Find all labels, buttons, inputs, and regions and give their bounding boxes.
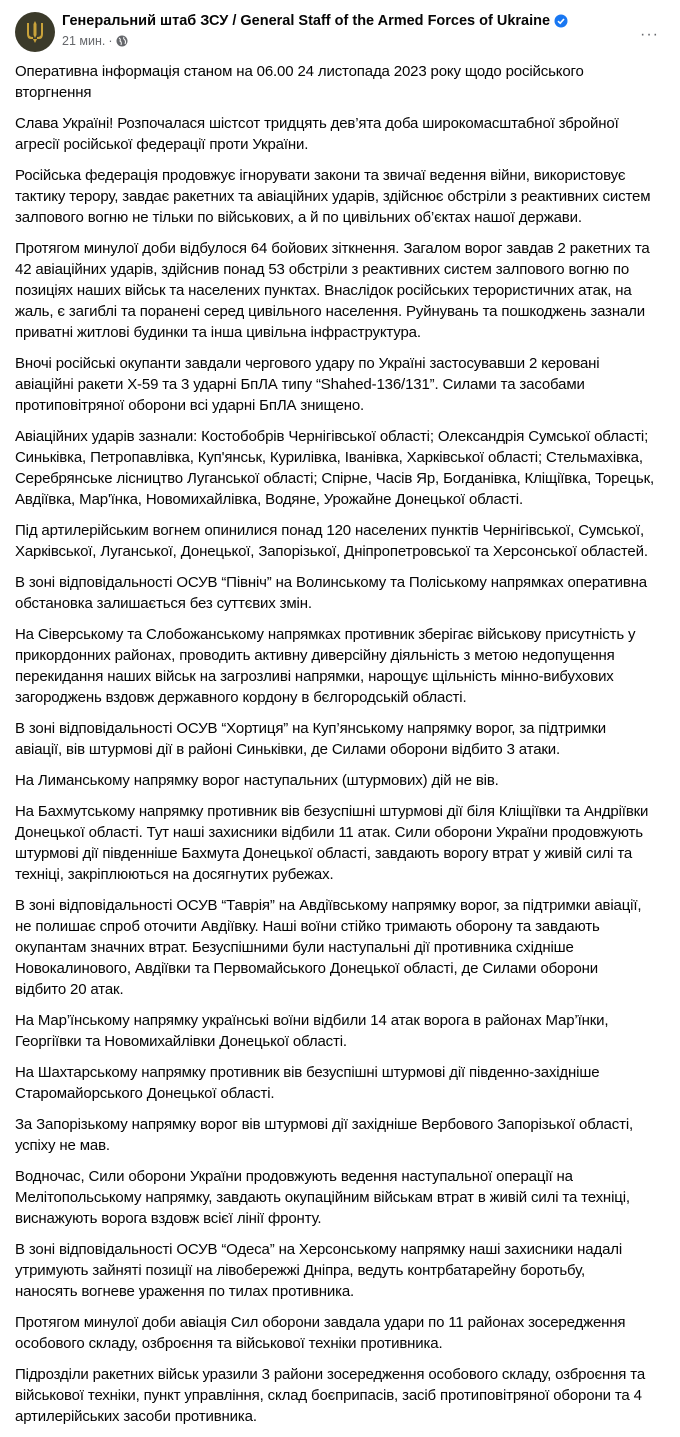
paragraph-line: В зоні відповідальності ОСУВ “Одеса” на Херсонському напрямку наші захисники надалі <box>15 1241 623 1258</box>
post-paragraph <box>15 770 675 791</box>
paragraph-line: виснажують ворога вздовж всієї лінії фронту. <box>15 1210 322 1227</box>
post-paragraph <box>15 520 675 562</box>
globe-icon <box>116 35 128 47</box>
post-body <box>15 61 675 1437</box>
paragraph-line: В зоні відповідальності ОСУВ “Хортиця” на Куп’янському напрямку ворог, за підтримки <box>15 720 606 737</box>
author-name-link[interactable] <box>62 13 568 29</box>
verified-badge-icon <box>554 14 568 28</box>
paragraph-line: Новокалинового, Авдіївки та Первомайського Донецької області, де Силами оборони <box>15 960 599 977</box>
paragraph-line: На Мар’їнському напрямку українські воїни відбили 14 атак ворога в районах Мар’їнки, <box>15 1012 609 1029</box>
post-paragraph <box>15 572 675 614</box>
paragraph-line: перекидання наших військ на загрозливі напрямки, нарощує щільність мінно-вибухових <box>15 668 614 685</box>
paragraph-line: прикордонних районах, проводить активну диверсійну діяльність з метою недопущення <box>15 647 615 664</box>
paragraph-line: Оперативна інформація станом на 06.00 24 листопада 2023 року щодо російського <box>15 63 584 80</box>
meta-separator: · <box>108 34 113 48</box>
paragraph-line: особового складу, озброєння та військової техніки противника. <box>15 1335 443 1352</box>
paragraph-line: залпового вогню не тільки по військових, а й по цивільних об’єктах нашої держави. <box>15 209 582 226</box>
post-paragraph <box>15 1239 675 1302</box>
paragraph-line: На Сіверському та Слобожанському напрямках противник зберігає військову присутність у <box>15 626 636 643</box>
paragraph-line: 42 авіаційних ударів, здійснив понад 53 обстріли з реактивних систем залпового вогню по <box>15 261 630 278</box>
paragraph-line: авіації, вів штурмові дії в районі Синьківки, де Силами оборони відбито 3 атаки. <box>15 741 561 758</box>
paragraph-line: Водночас, Сили оборони України продовжують ведення наступальної операції на <box>15 1168 573 1185</box>
paragraph-line: На Лиманському напрямку ворог наступальних (штурмових) дій не вів. <box>15 772 499 789</box>
paragraph-line: відбито 20 атак. <box>15 981 124 998</box>
post-paragraph <box>15 1062 675 1104</box>
paragraph-line: загороджень вздовж державного кордону в бєлгородській області. <box>15 689 467 706</box>
paragraph-line: Мелітопольському напрямку, завдають окупаційним військам втрат в живій силі та техніці, <box>15 1189 630 1206</box>
post-paragraph <box>15 895 675 1000</box>
paragraph-line: Авіаційних ударів зазнали: Костобобрів Чернігівської області; Олександрія Сумської області; <box>15 428 649 445</box>
post-paragraph <box>15 61 675 103</box>
paragraph-line: Російська федерація продовжує ігнорувати закони та звичаї ведення війни, використовує <box>15 167 626 184</box>
paragraph-line: В зоні відповідальності ОСУВ “Таврія” на Авдіївському напрямку ворог, за підтримки авіації, <box>15 897 642 914</box>
post-paragraph <box>15 238 675 343</box>
post-paragraph <box>15 801 675 885</box>
avatar[interactable] <box>15 12 55 52</box>
paragraph-line: військової техніки, пункт управління, склад боєприпасів, засіб протиповітряної оборони та 4 <box>15 1387 642 1404</box>
paragraph-line: позиціях наших військ та населених пунктах. Внаслідок російських терористичних атак, на <box>15 282 632 299</box>
paragraph-line: Авдіївка, Мар'їнка, Новомихайлівка, Водяне, Урожайне Донецької області. <box>15 491 523 508</box>
post-meta <box>62 34 128 48</box>
paragraph-line: успіху не мав. <box>15 1137 110 1154</box>
paragraph-line: жаль, є загиблі та поранені серед цивільного населення. Руйнувань та пошкоджень зазнали <box>15 303 645 320</box>
paragraph-line: На Шахтарському напрямку противник вів безуспішні штурмові дії південно-західніше <box>15 1064 600 1081</box>
paragraph-line: наносять вогневе ураження по тилах противника. <box>15 1283 355 1300</box>
paragraph-line: тактику терору, завдає ракетних та авіаційних ударів, здійснює обстріли з реактивних систем <box>15 188 651 205</box>
paragraph-line: Протягом минулої доби авіація Сил оборони завдала удари по 11 районах зосередження <box>15 1314 626 1331</box>
paragraph-line: За Запорізькому напрямку ворог вів штурмові дії західніше Вербового Запорізької області, <box>15 1116 634 1133</box>
post-paragraph <box>15 1010 675 1052</box>
paragraph-line: не полишає спроб оточити Авдіївку. Наші воїни стійко тримають оборону та завдають <box>15 918 600 935</box>
post-paragraph <box>15 426 675 510</box>
paragraph-line: Георгіївки та Новомихайлівки Донецької області. <box>15 1033 347 1050</box>
post-header <box>0 0 680 60</box>
paragraph-line: обстановка залишається без суттєвих змін. <box>15 595 312 612</box>
paragraph-line: приватні житлові будинки та інша цивільна інфраструктура. <box>15 324 421 341</box>
trident-emblem-icon <box>25 20 45 44</box>
paragraph-line: Серебрянське лісництво Луганської області; Спірне, Часів Яр, Богданівка, Кліщіївка, Торецьк, <box>15 470 655 487</box>
paragraph-line: Донецької області. Тут наші захисники відбили 11 атак. Сили оборони України продовжують <box>15 824 643 841</box>
paragraph-line: В зоні відповідальності ОСУВ “Північ” на Волинському та Поліському напрямках оперативна <box>15 574 647 591</box>
post-paragraph <box>15 1114 675 1156</box>
paragraph-line: утримують зайняті позиції на лівобережжі Дніпра, ведуть контрбатарейну боротьбу, <box>15 1262 586 1279</box>
post-paragraph <box>15 718 675 760</box>
paragraph-line: На Бахмутському напрямку противник вів безуспішні штурмові дії біля Кліщіївки та Андріївки <box>15 803 649 820</box>
paragraph-line: Старомайорського Донецької області. <box>15 1085 275 1102</box>
paragraph-line: Харківської, Луганської, Донецької, Запорізької, Дніпропетровської та Херсонської областей. <box>15 543 648 560</box>
paragraph-line: артилерійських засоби противника. <box>15 1408 257 1425</box>
paragraph-line: штурмові дії південніше Бахмута Донецької області, завдають ворогу втрат у живій силі та <box>15 845 633 862</box>
paragraph-line: окупантам значних втрат. Безуспішними були наступальні дії противника східніше <box>15 939 574 956</box>
paragraph-line: авіаційні ракети Х-59 та 3 ударні БпЛА типу “Shahed-136/131”. Силами та засобами <box>15 376 585 393</box>
paragraph-line: Під артилерійським вогнем опинилися понад 120 населених пунктів Чернігівської, Сумської, <box>15 522 645 539</box>
post-paragraph <box>15 1364 675 1427</box>
paragraph-line: техніці, закріплюються на досягнутих рубежах. <box>15 866 334 883</box>
paragraph-line: вторгнення <box>15 84 92 101</box>
paragraph-line: протиповітряної оборони всі ударні БпЛА знищено. <box>15 397 365 414</box>
author-name[interactable]: Генеральний штаб ЗСУ / General Staff of the Armed Forces of Ukraine <box>62 13 551 29</box>
paragraph-line: Вночі російські окупанти завдали чергового удару по Україні застосувавши 2 керовані <box>15 355 600 372</box>
post-paragraph <box>15 624 675 708</box>
paragraph-line: Синьківка, Петропавлівка, Куп'янськ, Курилівка, Іванівка, Харківської області; Стельмахівка, <box>15 449 643 466</box>
post-paragraph <box>15 165 675 228</box>
paragraph-line: Протягом минулої доби відбулося 64 бойових зіткнення. Загалом ворог завдав 2 ракетних та <box>15 240 650 257</box>
more-options-button[interactable]: ··· <box>640 26 659 43</box>
post-paragraph <box>15 1312 675 1354</box>
post-paragraph <box>15 1166 675 1229</box>
paragraph-line: Слава Україні! Розпочалася шістсот тридцять дев’ята доба широкомасштабної збройної <box>15 115 619 132</box>
paragraph-line: Підрозділи ракетних військ уразили 3 райони зосередження особового складу, озброєння та <box>15 1366 646 1383</box>
post-paragraph <box>15 353 675 416</box>
paragraph-line: агресії російської федерації проти України. <box>15 136 309 153</box>
post-time-link[interactable]: 21 мин. <box>62 34 106 48</box>
post-paragraph <box>15 113 675 155</box>
